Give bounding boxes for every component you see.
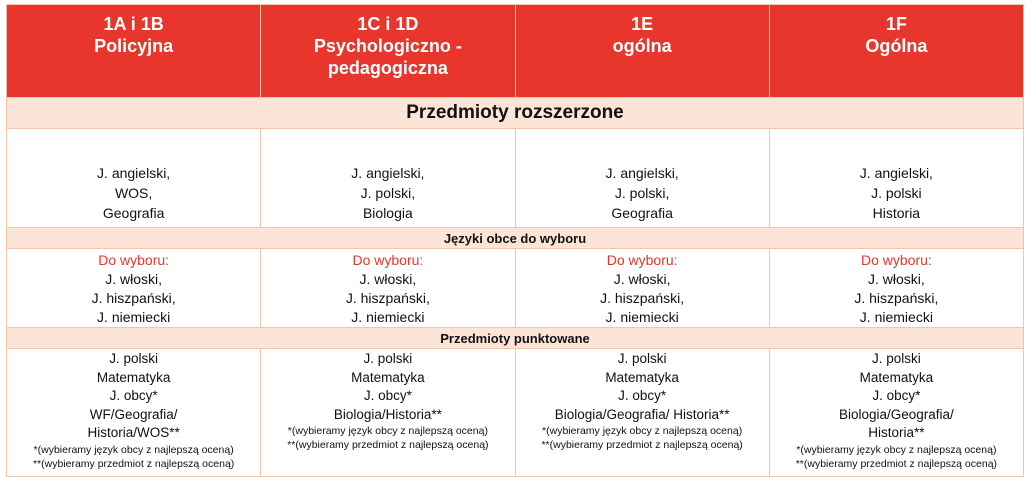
scored-subject: Biologia/Historia** (333, 406, 442, 422)
subject: Biologia (362, 205, 413, 221)
footnote-obcy: *(wybieramy język obcy z najlepszą oceną) (287, 425, 488, 437)
header-row (7, 5, 1024, 98)
jezyki-cell-1ab (7, 249, 261, 328)
scored-subject: WF/Geografia/ (89, 406, 178, 422)
subject: J. polski, (614, 185, 670, 201)
punktowane-row (7, 349, 1024, 477)
language: J. włoski, (613, 271, 671, 287)
language: J. niemiecki (859, 309, 933, 325)
section-title-punktowane: Przedmioty punktowane (7, 328, 1024, 349)
column-header-1ab (7, 5, 261, 98)
footnote-przedmiot: **(wybieramy przedmiot z najlepszą oceną) (795, 457, 998, 470)
language: J. niemiecki (351, 309, 425, 325)
language: J. włoski, (867, 271, 925, 287)
scored-subject: J. obcy* (109, 388, 158, 403)
section-title-rozszerzone: Przedmioty rozszerzone (7, 98, 1024, 129)
class-profile: ogólna (612, 36, 672, 56)
class-code: 1F (885, 14, 907, 34)
footnote-przedmiot: **(wybieramy przedmiot z najlepszą oceną) (32, 457, 235, 470)
scored-subject: J. obcy* (872, 388, 921, 403)
language: J. hiszpański, (600, 290, 685, 306)
subject: J. polski, (360, 185, 416, 201)
subject: J. polski (871, 185, 922, 201)
scored-subject: Historia/WOS** (87, 425, 180, 440)
language: J. niemiecki (97, 309, 171, 325)
scored-subject: J. obcy* (363, 388, 412, 403)
scored-subject: J. polski (871, 351, 921, 366)
scored-subject: Biologia/Geografia/ (838, 406, 954, 422)
rozszerzone-row (7, 129, 1024, 228)
jezyki-row (7, 249, 1024, 328)
punktowane-cell-1ab (7, 349, 261, 477)
subject: Geografia (611, 205, 673, 221)
choice-label: Do wyboru: (98, 252, 170, 268)
footnote-obcy: *(wybieramy język obcy z najlepszą oceną) (542, 425, 743, 437)
scored-subject: Matematyka (351, 369, 425, 385)
language: J. niemiecki (605, 309, 679, 325)
scored-subject: J. polski (109, 351, 159, 366)
language: J. włoski, (359, 271, 417, 287)
punktowane-cell-1f (769, 349, 1023, 477)
rozszerzone-cell-1e (515, 129, 769, 228)
subject: J. angielski, (97, 165, 171, 181)
language: J. hiszpański, (91, 290, 176, 306)
class-code: 1E (631, 14, 654, 34)
footnote-przedmiot: **(wybieramy przedmiot z najlepszą oceną) (287, 439, 489, 451)
scored-subject: Historia** (868, 425, 925, 440)
scored-subject: Matematyka (605, 369, 679, 385)
jezyki-cell-1f (769, 249, 1023, 328)
subject: Geografia (102, 205, 165, 221)
rozszerzone-cell-1cd (261, 129, 515, 228)
language: J. włoski, (105, 271, 163, 287)
scored-subject: Matematyka (859, 369, 934, 385)
rozszerzone-cell-1ab (7, 129, 261, 228)
class-code: 1C i 1D (357, 14, 419, 34)
section-row-punktowane (7, 328, 1024, 349)
scored-subject: J. polski (363, 351, 413, 366)
jezyki-cell-1e (515, 249, 769, 328)
scored-subject: J. polski (617, 351, 667, 366)
footnote-obcy: *(wybieramy język obcy z najlepszą oceną) (33, 443, 234, 456)
section-row-jezyki (7, 228, 1024, 249)
subject: J. angielski, (859, 165, 933, 181)
scored-subject: Biologia/Geografia/ Historia** (554, 406, 730, 422)
rozszerzone-cell-1f (769, 129, 1023, 228)
class-profile-line2: pedagogiczna (327, 58, 448, 78)
punktowane-cell-1cd (261, 349, 515, 477)
footnote-przedmiot: **(wybieramy przedmiot z najlepszą oceną) (541, 439, 743, 451)
subject: WOS, (114, 185, 153, 201)
class-profile: Psychologiczno - (313, 36, 462, 56)
scored-subject: J. obcy* (618, 388, 667, 403)
language: J. hiszpański, (854, 290, 939, 306)
column-header-1cd (261, 5, 515, 98)
class-profile: Policyjna (94, 36, 174, 56)
subject: J. angielski, (351, 165, 425, 181)
subject: J. angielski, (605, 165, 679, 181)
section-row-rozszerzone (7, 98, 1024, 129)
subject: Historia (872, 205, 921, 221)
footnote-obcy: *(wybieramy język obcy z najlepszą oceną) (796, 443, 997, 456)
choice-label: Do wyboru: (606, 252, 678, 268)
column-header-1e (515, 5, 769, 98)
choice-label: Do wyboru: (352, 252, 424, 268)
class-code: 1A i 1B (103, 14, 164, 34)
class-profile: Ogólna (865, 36, 928, 56)
jezyki-cell-1cd (261, 249, 515, 328)
scored-subject: Matematyka (96, 369, 171, 385)
language: J. hiszpański, (345, 290, 430, 306)
section-title-jezyki: Języki obce do wyboru (7, 228, 1024, 249)
punktowane-cell-1e (515, 349, 769, 477)
column-header-1f (769, 5, 1023, 98)
choice-label: Do wyboru: (860, 252, 932, 268)
class-profiles-table (6, 4, 1024, 477)
